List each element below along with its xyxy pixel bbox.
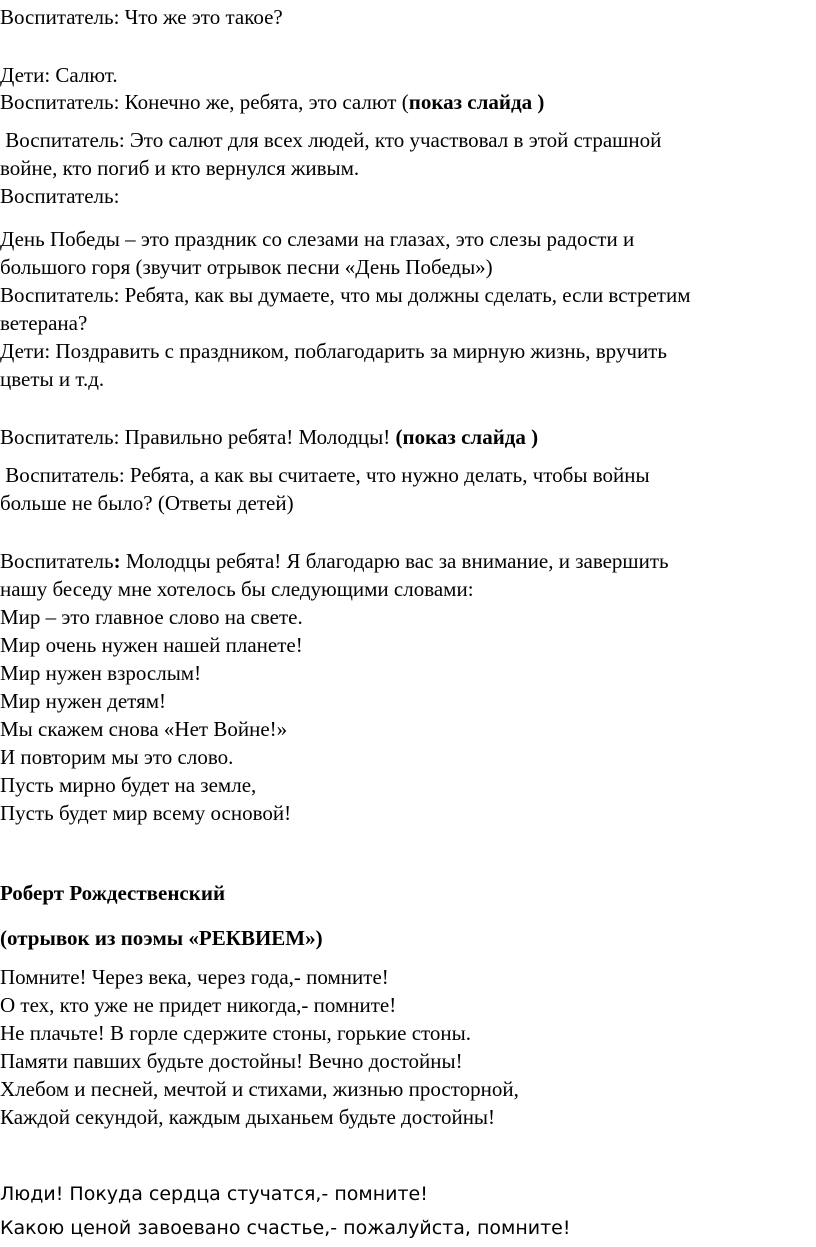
poem-line: Не плачьте! В горле сдержите стоны, горькие стоны. bbox=[0, 1021, 472, 1045]
text-run: Воспитатель bbox=[0, 549, 114, 573]
text-line bbox=[0, 88, 544, 116]
text-line: Воспитатель: Ребята, а как вы считаете, что нужно делать, чтобы войны bbox=[0, 463, 650, 487]
poem-line: Какою ценой завоевано счастье,- пожалуйста, помните! bbox=[0, 1217, 571, 1239]
bold-run: (показ слайда ) bbox=[395, 425, 539, 449]
text-line: Дети: Поздравить с праздником, поблагодарить за мирную жизнь, вручить bbox=[0, 339, 667, 363]
poem-subtitle: (отрывок из поэмы «РЕКВИЕМ») bbox=[0, 926, 323, 950]
poem-line: Люди! Покуда сердца стучатся,- помните! bbox=[0, 1183, 428, 1205]
bold-run: показ слайда ) bbox=[408, 90, 545, 114]
text-run: Молодцы ребята! Я благодарю вас за внимание, и завершить bbox=[120, 549, 669, 573]
text-line: ветерана? bbox=[0, 311, 88, 335]
poem-line: Пусть будет мир всему основой! bbox=[0, 801, 292, 825]
poem-line: Мир нужен детям! bbox=[0, 689, 167, 713]
author-heading: Роберт Рождественский bbox=[0, 881, 226, 905]
poem-line: Мир нужен взрослым! bbox=[0, 661, 202, 685]
poem-line: Мы скажем снова «Нет Войне!» bbox=[0, 717, 288, 741]
poem-line: Мир очень нужен нашей планете! bbox=[0, 633, 303, 657]
text-line: День Победы – это праздник со слезами на глазах, это слезы радости и bbox=[0, 227, 635, 251]
poem-line: Пусть мирно будет на земле, bbox=[0, 773, 257, 797]
poem-line: Памяти павших будьте достойны! Вечно достойны! bbox=[0, 1049, 463, 1073]
text-line: Дети: Салют. bbox=[0, 63, 118, 87]
text-line: Воспитатель: bbox=[0, 184, 120, 208]
poem-line: Мир – это главное слово на свете. bbox=[0, 605, 303, 629]
bold-run: : bbox=[113, 549, 121, 573]
text-line: войне, кто погиб и кто вернулся живым. bbox=[0, 156, 360, 180]
text-line: нашу беседу мне хотелось бы следующими словами: bbox=[0, 577, 474, 601]
text-run: Воспитатель: Правильно ребята! Молодцы! bbox=[0, 425, 396, 449]
text-line: большого горя (звучит отрывок песни «День Победы») bbox=[0, 255, 493, 279]
text-line: больше не было? (Ответы детей) bbox=[0, 491, 294, 515]
text-line: Воспитатель: Что же это такое? bbox=[0, 5, 283, 29]
poem-line: Хлебом и песней, мечтой и стихами, жизнью просторной, bbox=[0, 1077, 519, 1101]
poem-line: И повторим мы это слово. bbox=[0, 745, 234, 769]
text-run: Воспитатель: Конечно же, ребята, это салют ( bbox=[0, 90, 409, 114]
poem-line: Помните! Через века, через года,- помните! bbox=[0, 965, 389, 989]
poem-line: Каждой секундой, каждым дыханьем будьте достойны! bbox=[0, 1105, 496, 1129]
text-line: цветы и т.д. bbox=[0, 367, 105, 391]
text-line: Воспитатель: Ребята, как вы думаете, что мы должны сделать, если встретим bbox=[0, 283, 691, 307]
text-line bbox=[0, 423, 538, 451]
poem-line: О тех, кто уже не придет никогда,- помните! bbox=[0, 993, 397, 1017]
text-line: Воспитатель: Это салют для всех людей, кто участвовал в этой страшной bbox=[0, 128, 662, 152]
text-line bbox=[0, 547, 669, 575]
